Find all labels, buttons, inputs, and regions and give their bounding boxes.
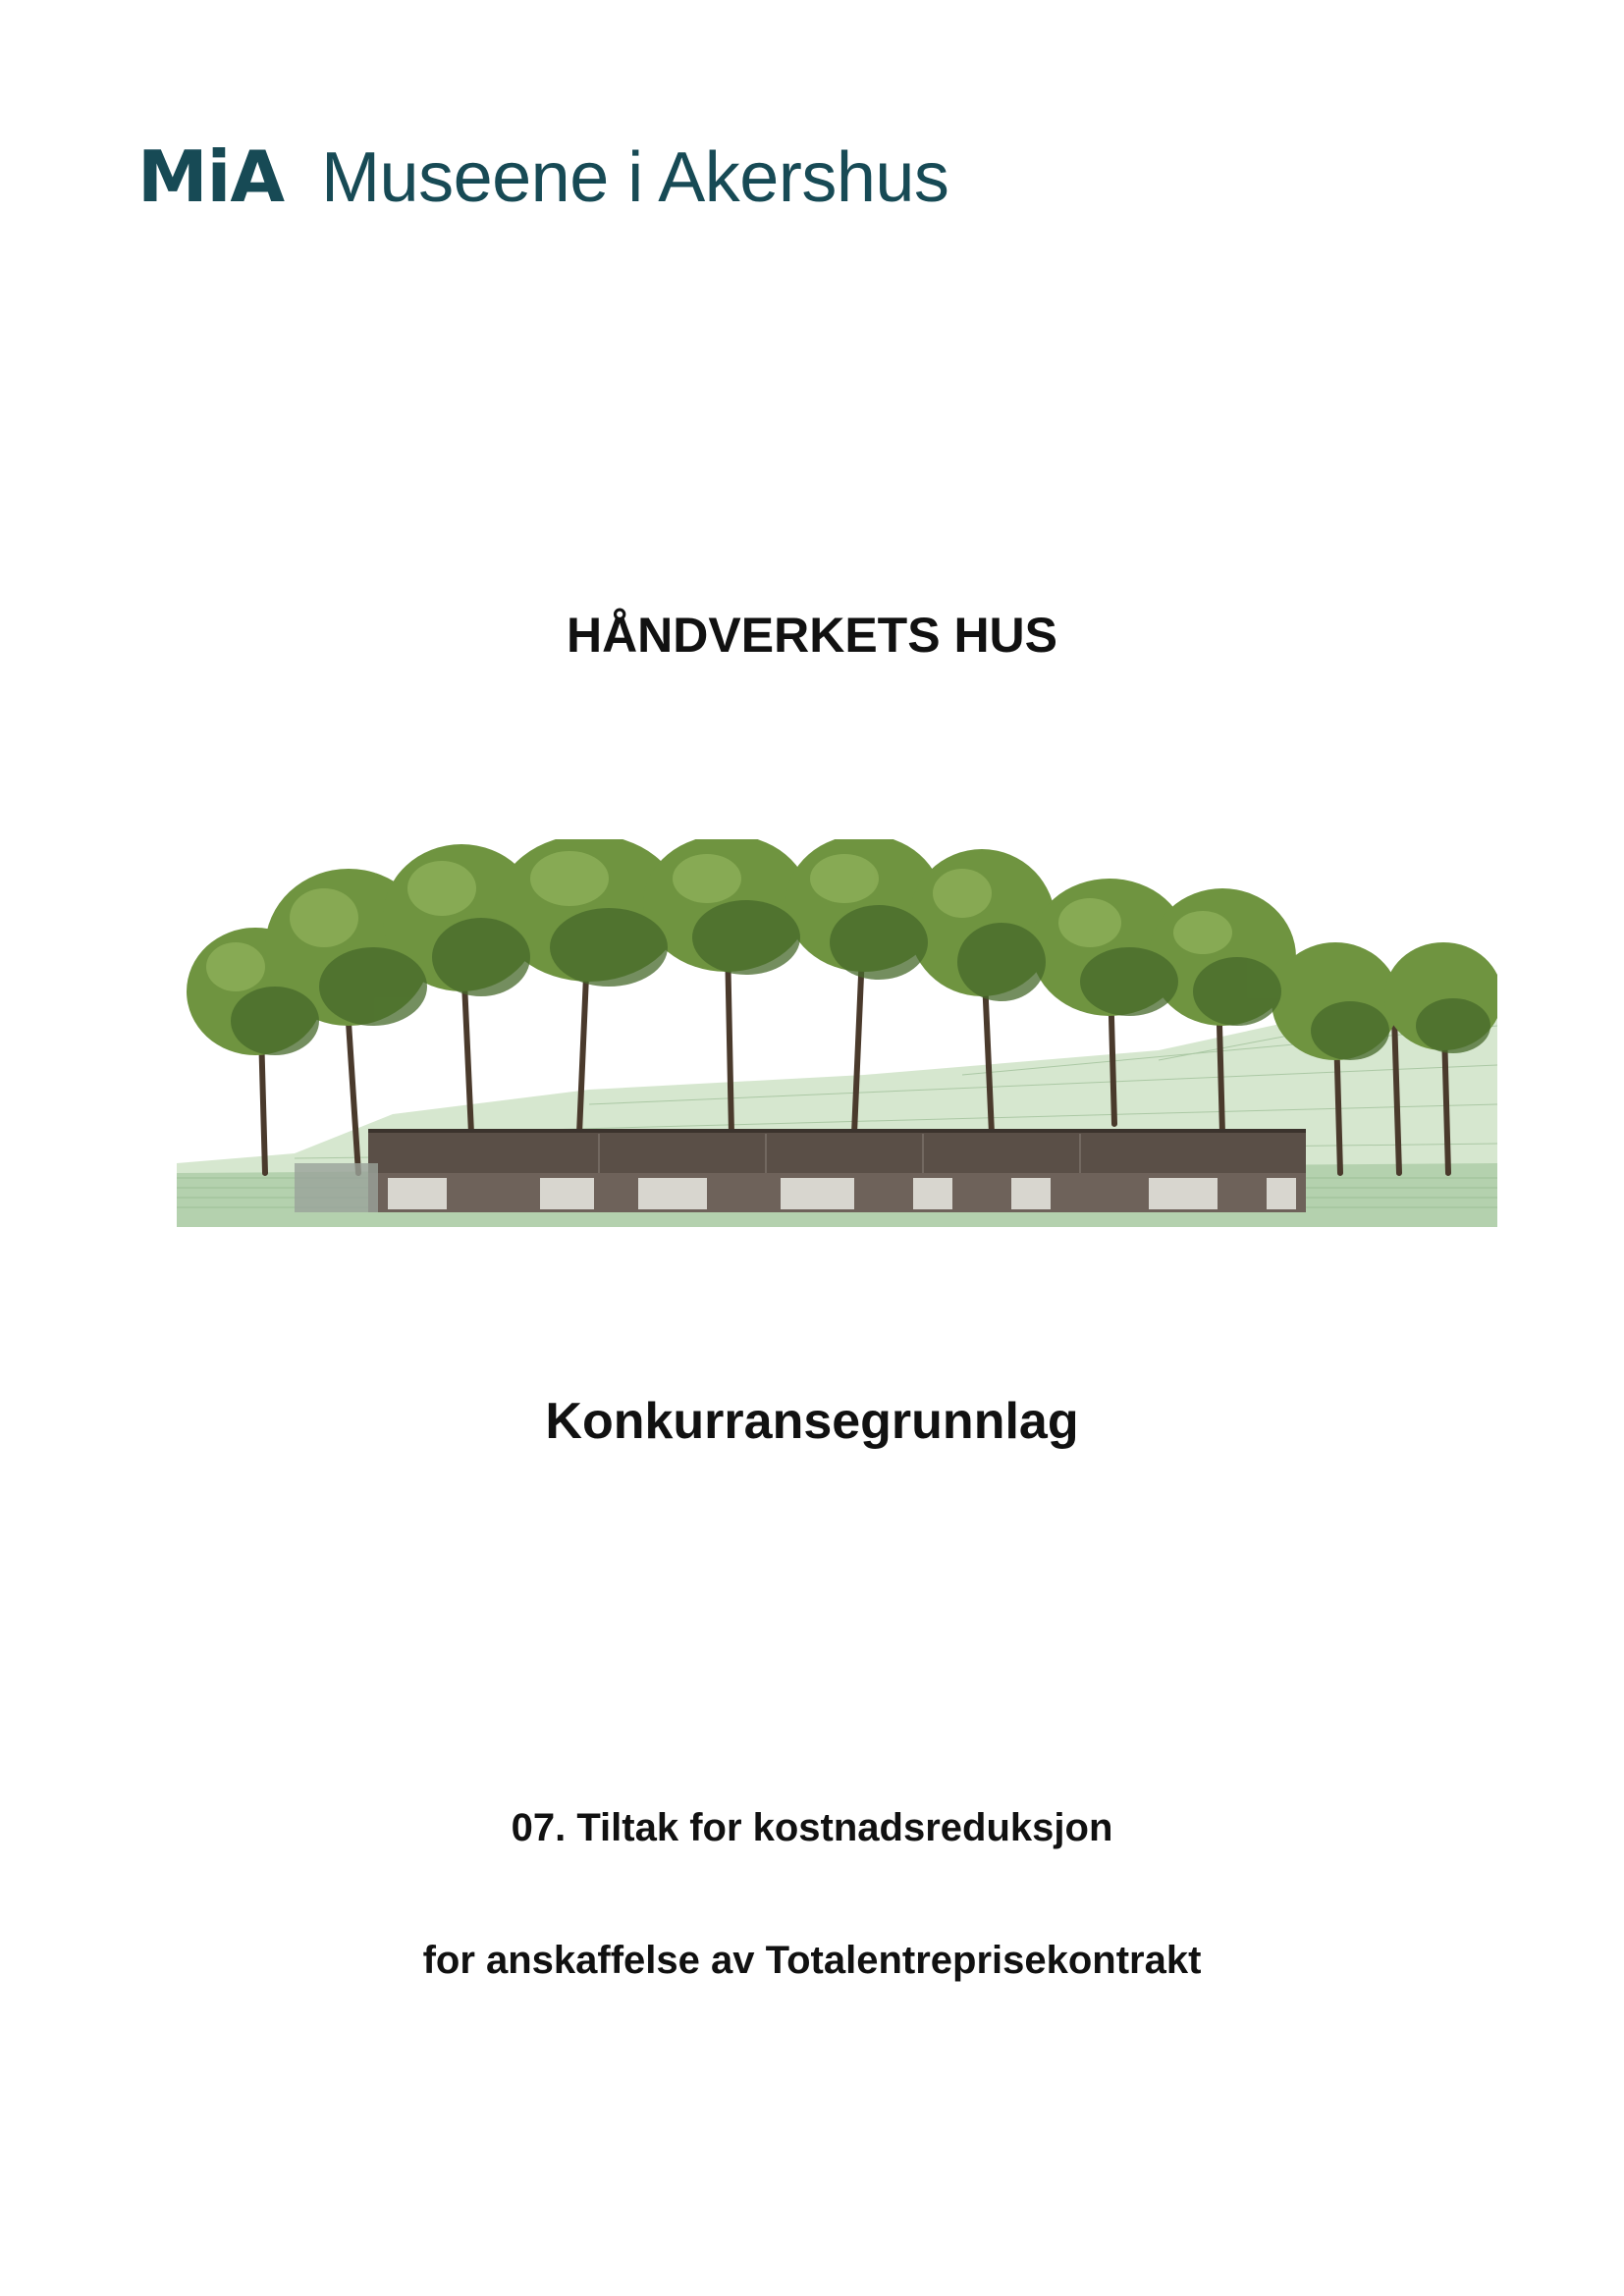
logo-name: Museene i Akershus bbox=[321, 138, 949, 217]
building-facade bbox=[295, 1129, 1306, 1212]
museum-logo bbox=[137, 135, 949, 218]
project-title: HÅNDVERKETS HUS bbox=[566, 608, 1058, 663]
document-subtitle: for anskaffelse av Totalentreprisekontrakt bbox=[422, 1939, 1202, 1982]
tree-canopies bbox=[187, 839, 1497, 1060]
logo-mark: MiA bbox=[137, 135, 285, 218]
building-elevation-illustration bbox=[177, 839, 1497, 1227]
document-type: Konkurransegrunnlag bbox=[545, 1393, 1079, 1450]
section-title: 07. Tiltak for kostnadsreduksjon bbox=[511, 1806, 1113, 1849]
